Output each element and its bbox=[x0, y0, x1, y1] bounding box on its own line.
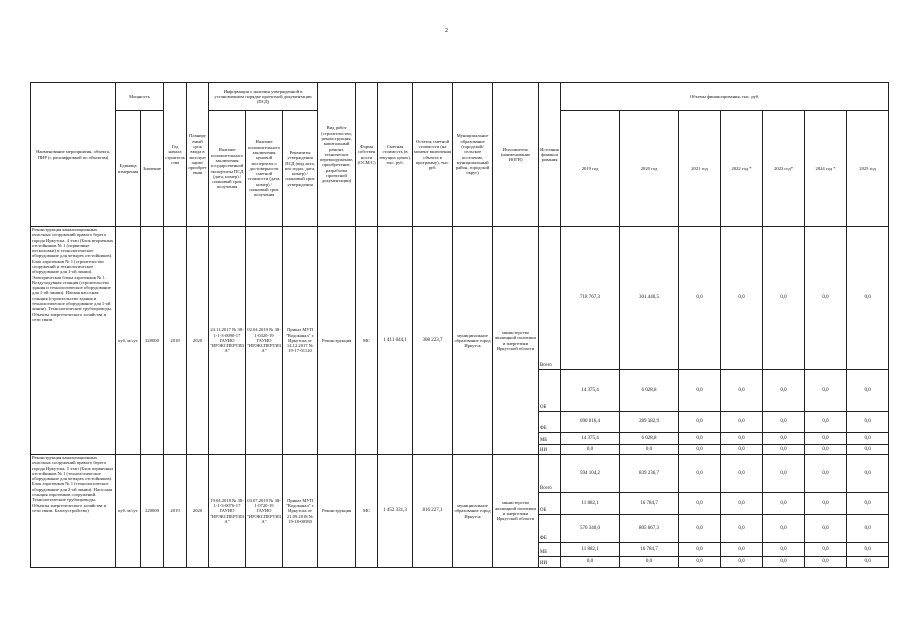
table-row bbox=[31, 227, 889, 370]
funding-value: 690 016,4 bbox=[561, 412, 620, 433]
funding-value: 0,0 bbox=[805, 433, 847, 445]
page-number: 2 bbox=[445, 28, 448, 34]
municipality: муниципальное образование город Иркутск bbox=[453, 455, 493, 568]
executor: министерство жилищной политики и энергетики Иркутской области bbox=[493, 227, 539, 455]
funding-value: 0,0 bbox=[763, 445, 805, 455]
funding-value: 16 784,7 bbox=[620, 543, 679, 557]
funding-value: 0,0 bbox=[721, 493, 763, 515]
funding-value: 0,0 bbox=[721, 433, 763, 445]
funding-value: 0,0 bbox=[847, 493, 889, 515]
funding-value: 0,0 bbox=[763, 493, 805, 515]
funding-value: 0,0 bbox=[679, 370, 721, 412]
estimate-info: 03.07.2019 № 38-1-0720-19 ГАУИО "ИРЭКСПЕРТИЗА" bbox=[246, 455, 283, 568]
funding-value: 0,0 bbox=[847, 543, 889, 557]
work-type: Реконструкция bbox=[318, 455, 356, 568]
start-year: 2018 bbox=[164, 227, 187, 455]
funding-value: 289 382,9 bbox=[620, 412, 679, 433]
col-header-volumes: Объемы финансирования, тыс. руб. bbox=[561, 83, 889, 111]
col-header-expertise: Наличие положительного заключения государственной экспертизы ПСД (дата, номер) / плановый срок получения bbox=[209, 111, 246, 227]
funding-value: 0,0 bbox=[721, 557, 763, 568]
funding-source: ОБ bbox=[539, 370, 561, 412]
col-header-value: Значение bbox=[141, 111, 164, 227]
funding-value: 0,0 bbox=[763, 543, 805, 557]
funding-value: 0,0 bbox=[847, 445, 889, 455]
capacity-value: 220000 bbox=[141, 227, 164, 455]
funding-source: ФБ bbox=[539, 515, 561, 543]
expertise-info: 19.04.2018 № 38-1-1-3-0076-17 ГАУИО "ИРЭКСПЕРТИЗА" bbox=[209, 455, 246, 568]
funding-source: МБ bbox=[539, 543, 561, 557]
funding-value: 0,0 bbox=[679, 455, 721, 493]
funding-value: 0,0 bbox=[763, 227, 805, 370]
col-header-source: Источник финансирования bbox=[539, 83, 561, 227]
funding-source: МБ bbox=[539, 433, 561, 445]
funding-value: 0,0 bbox=[679, 543, 721, 557]
col-header-year-2024: 2024 год * bbox=[805, 111, 847, 227]
funding-value: 0,0 bbox=[721, 543, 763, 557]
funding-value: 6 028,8 bbox=[620, 433, 679, 445]
funding-value: 0,0 bbox=[721, 227, 763, 370]
col-header-unit: Единица измерения bbox=[116, 111, 141, 227]
funding-value: 301 440,5 bbox=[620, 227, 679, 370]
funding-value: 11 882,1 bbox=[561, 493, 620, 515]
funding-value: 0,0 bbox=[805, 455, 847, 493]
funding-value: 0,0 bbox=[679, 227, 721, 370]
investment-table bbox=[30, 82, 889, 568]
funding-value: 0,0 bbox=[763, 412, 805, 433]
col-header-end-year: Планируемый срок ввода в эксплуатацию/приобретения bbox=[187, 83, 209, 227]
estimated-cost: 1 452 331,3 bbox=[378, 455, 413, 568]
estimate-info: 02.04.2019 № 38-1-0420-19 ГАУИО "ИРЭКСПЕРТИЗА" bbox=[246, 227, 283, 455]
col-header-capacity: Мощность bbox=[116, 83, 164, 111]
funding-source: ИИ bbox=[539, 445, 561, 455]
remaining-cost: 308 223,7 bbox=[413, 227, 453, 455]
object-name: Реконструкция канализационных очистных сооружений правого берега города Иркутска. 4 этап (Блок вторичных отстойников № 1 (первичные песколовки) и технологическое оборудование для четырех отстойников). Блок аэротенков № 1 (строительство сооружений и технологическое оборудование для 1-ой линии). Электрическая блока аэротенков № 1. Воздуходувная станция (строительство здания и технологическое оборудование для 1-ой линии). Иловая насосная станция (строительство здания и технологическое оборудование для 1-ой линии). Технологические трубопроводы. Объекты энергетического хозяйства и сети связи bbox=[31, 227, 116, 455]
header-row-1 bbox=[31, 83, 889, 111]
col-header-year-2019: 2019 год bbox=[561, 111, 620, 227]
funding-value: 0,0 bbox=[679, 445, 721, 455]
funding-value: 0,0 bbox=[805, 412, 847, 433]
table-row bbox=[31, 455, 889, 493]
funding-source: Всего bbox=[539, 227, 561, 370]
funding-value: 0,0 bbox=[721, 515, 763, 543]
funding-value: 0,0 bbox=[847, 227, 889, 370]
funding-value: 0,0 bbox=[721, 445, 763, 455]
funding-source: Всего bbox=[539, 455, 561, 493]
funding-value: 718 767,3 bbox=[561, 227, 620, 370]
funding-source: ИИ bbox=[539, 557, 561, 568]
funding-value: 14 375,4 bbox=[561, 370, 620, 412]
funding-value: 0,0 bbox=[679, 433, 721, 445]
funding-value: 839 236,7 bbox=[620, 455, 679, 493]
funding-value: 6 028,8 bbox=[620, 370, 679, 412]
work-type: Реконструкция bbox=[318, 227, 356, 455]
funding-value: 0,0 bbox=[763, 433, 805, 445]
capacity-value: 220000 bbox=[141, 455, 164, 568]
funding-value: 0,0 bbox=[805, 370, 847, 412]
funding-value: 11 882,1 bbox=[561, 543, 620, 557]
col-header-municipality: Муниципальное образование (городской/сельское поселение, муниципальный район, городской округ) bbox=[453, 83, 493, 227]
col-header-year-2023: 2023 год* bbox=[763, 111, 805, 227]
funding-value: 0,0 bbox=[763, 370, 805, 412]
col-header-approval-info: Информация о наличии утвержденной в установленном порядке проектной документации (ПСД) bbox=[209, 83, 318, 111]
estimated-cost: 1 411 044,1 bbox=[378, 227, 413, 455]
funding-source: ФБ bbox=[539, 412, 561, 433]
funding-value: 0,0 bbox=[763, 515, 805, 543]
col-header-year-2021: 2021 год bbox=[679, 111, 721, 227]
capacity-unit: куб. м/сут bbox=[116, 227, 141, 455]
start-year: 2019 bbox=[164, 455, 187, 568]
col-header-cost: Сметная стоимость (в текущих ценах), тыс. руб. bbox=[378, 83, 413, 227]
funding-value: 594 104,2 bbox=[561, 455, 620, 493]
funding-value: 0,0 bbox=[561, 557, 620, 568]
funding-value: 0,0 bbox=[805, 227, 847, 370]
object-name: Реконструкция канализационных очистных сооружений правого берега города Иркутска. 5 этап (Блок первичных отстойников № 1 (технологическое оборудование для четырех отстойников). Блок аэротенков № 1 (технологическое оборудование для 2-ой линии). Насосная станция аэротенков сооружений. Технологические трубопроводы. Объекты энергетического хозяйства и сети связи. Благоустройство) bbox=[31, 455, 116, 568]
executor: министерство жилищной политики и энергетики Иркутской области bbox=[493, 455, 539, 568]
col-header-name: Наименование мероприятия, объекта, ПИР (с расшифровкой по объектам) bbox=[31, 83, 116, 227]
col-header-year-2025: 2025 год bbox=[847, 111, 889, 227]
col-header-estimate: Наличие положительного заключения ценовой экспертизы о достоверности сметной стоимости (дата, номер) / плановый срок получения bbox=[246, 111, 283, 227]
funding-value: 16 784,7 bbox=[620, 493, 679, 515]
funding-value: 0,0 bbox=[721, 412, 763, 433]
funding-value: 0,0 bbox=[561, 445, 620, 455]
requisites-info: Приказ МУП "Водоканал" г. Иркутска от 14.12.2017 № 19-17-01120 bbox=[283, 227, 318, 455]
ownership-form: МС bbox=[356, 455, 378, 568]
funding-value: 0,0 bbox=[805, 557, 847, 568]
col-header-year-2022: 2022 год * bbox=[721, 111, 763, 227]
funding-value: 0,0 bbox=[721, 455, 763, 493]
funding-value: 0,0 bbox=[620, 445, 679, 455]
col-header-start-year: Год начала строительства bbox=[164, 83, 187, 227]
end-year: 2020 bbox=[187, 227, 209, 455]
funding-value: 570 340,0 bbox=[561, 515, 620, 543]
funding-value: 14 375,4 bbox=[561, 433, 620, 445]
funding-value: 0,0 bbox=[847, 412, 889, 433]
funding-value: 0,0 bbox=[679, 515, 721, 543]
funding-value: 0,0 bbox=[805, 445, 847, 455]
municipality: муниципальное образование город Иркутск bbox=[453, 227, 493, 455]
funding-value: 0,0 bbox=[805, 543, 847, 557]
expertise-info: 24.11.2017 № 38-1-1-3-0090-17 ГАУИО "ИРЭКСПЕРТИЗА" bbox=[209, 227, 246, 455]
funding-value: 0,0 bbox=[847, 455, 889, 493]
funding-value: 805 667,3 bbox=[620, 515, 679, 543]
funding-value: 0,0 bbox=[679, 412, 721, 433]
funding-value: 0,0 bbox=[763, 455, 805, 493]
funding-value: 0,0 bbox=[805, 493, 847, 515]
funding-value: 0,0 bbox=[721, 370, 763, 412]
funding-value: 0,0 bbox=[679, 493, 721, 515]
funding-value: 0,0 bbox=[847, 557, 889, 568]
requisites-info: Приказ МУП "Водоканал" г. Иркутска от 21.09.2018 № 19-18-00580 bbox=[283, 455, 318, 568]
funding-source: ОБ bbox=[539, 493, 561, 515]
funding-value: 0,0 bbox=[847, 370, 889, 412]
col-header-ownership: Форма собственности (ОСМ/С) bbox=[356, 83, 378, 227]
funding-value: 0,0 bbox=[847, 433, 889, 445]
funding-value: 0,0 bbox=[847, 515, 889, 543]
col-header-work-type: Вид работ (строительство, реконструкция, капитальный ремонт, техническое перевооружение, приобретение, разработка проектной документации) bbox=[318, 83, 356, 227]
col-header-year-2020: 2020 год bbox=[620, 111, 679, 227]
remaining-cost: 816 227,1 bbox=[413, 455, 453, 568]
funding-value: 0,0 bbox=[763, 557, 805, 568]
col-header-executor: Исполнитель (наименование ИОГВ) bbox=[493, 83, 539, 227]
col-header-requisites: Реквизиты утверждения ПСД (вид акта, кто издал, дата, номер) / плановый срок утверждения bbox=[283, 111, 318, 227]
funding-value: 0,0 bbox=[679, 557, 721, 568]
capacity-unit: куб. м/сут bbox=[116, 455, 141, 568]
funding-value: 0,0 bbox=[805, 515, 847, 543]
end-year: 2020 bbox=[187, 455, 209, 568]
col-header-remaining: Остаток сметной стоимости (на момент включения объекта в программу), тыс. руб. bbox=[413, 83, 453, 227]
ownership-form: МС bbox=[356, 227, 378, 455]
funding-value: 0,0 bbox=[620, 557, 679, 568]
